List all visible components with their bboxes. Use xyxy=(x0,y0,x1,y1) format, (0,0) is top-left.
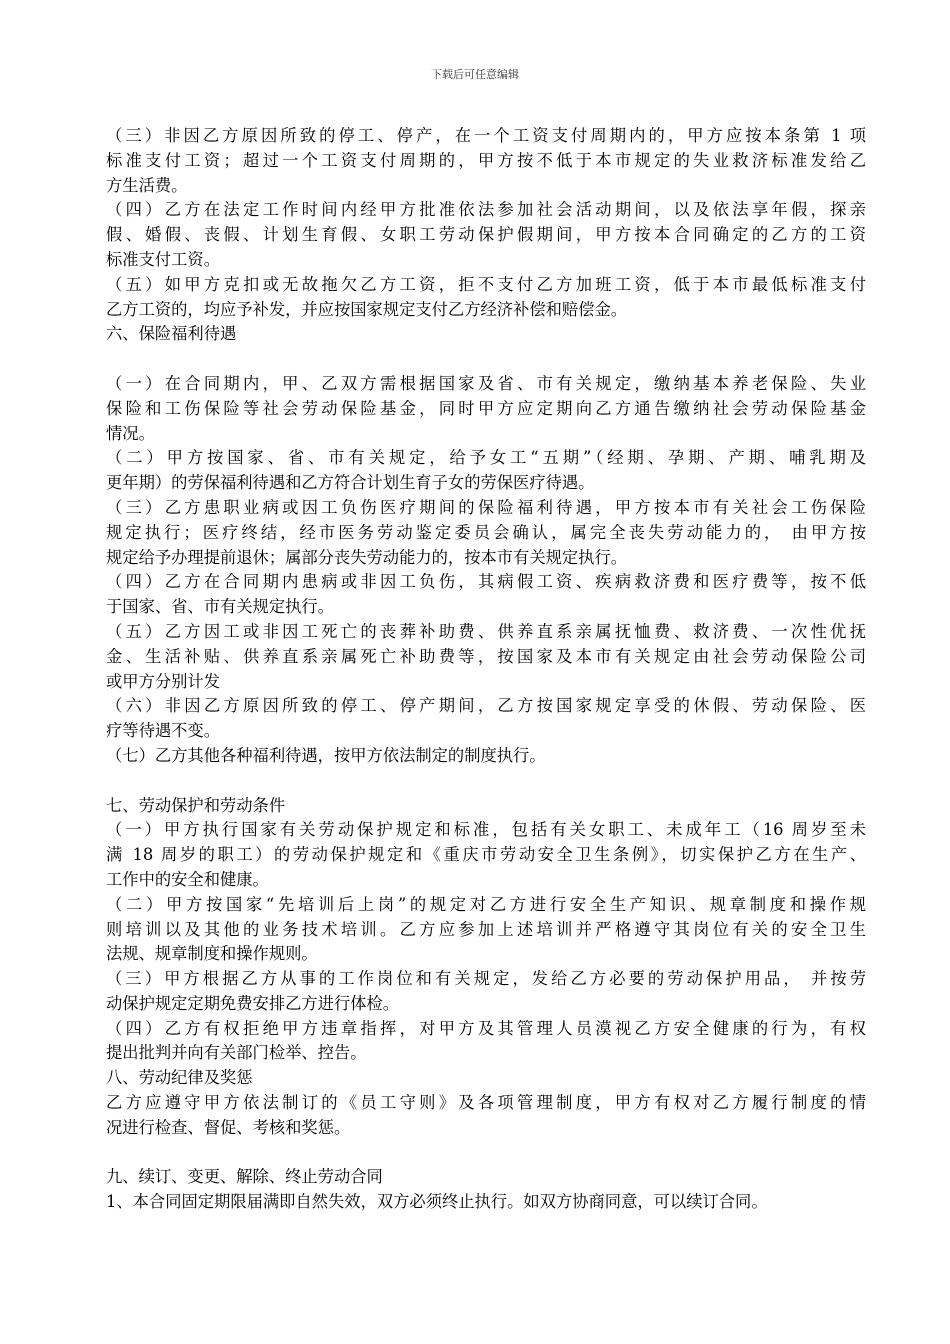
text-line: 于国家、省、市有关规定执行。 xyxy=(106,597,334,617)
blank-line xyxy=(106,347,866,372)
text-line: （三）甲方根据乙方从事的工作岗位和有关规定，发给乙方必要的劳动保护用品， 并按劳 xyxy=(106,969,866,989)
text-line: 六、保险福利待遇 xyxy=(106,324,237,344)
text-line: 或甲方分别计发 xyxy=(106,671,220,691)
text-line: 标准支付工资。 xyxy=(106,249,220,269)
text-line: 保险和工伤保险等社会劳动保险基金，同时甲方应定期向乙方通告缴纳社会劳动保险基金 xyxy=(106,398,866,418)
text-line: 乙方应遵守甲方依法制订的《员工守则》及各项管理制度，甲方有权对乙方履行制度的情 xyxy=(106,1093,866,1113)
text-line: （一）甲方执行国家有关劳动保护规定和标准，包括有关女职工、未成年工（16 周岁至未 xyxy=(106,820,866,840)
document-body xyxy=(106,124,866,1215)
text-line: 情况。 xyxy=(106,423,155,443)
text-line: 动保护规定定期免费安排乙方进行体检。 xyxy=(106,993,400,1013)
text-line: 工作中的安全和健康。 xyxy=(106,869,269,889)
text-line: （三）乙方患职业病或因工负伤医疗期间的保险福利待遇，甲方按本市有关社会工伤保险 xyxy=(106,497,866,517)
text-line: 满 18 周岁的职工）的劳动保护规定和《重庆市劳动安全卫生条例》，切实保护乙方在生产、 xyxy=(106,845,866,865)
text-line: 则培训以及其他的业务技术培训。乙方应参加上述培训并严格遵守其岗位有关的安全卫生 xyxy=(106,919,866,939)
text-line: 八、劳动纪律及奖惩 xyxy=(106,1068,253,1088)
text-line: 金、生活补贴、供养直系亲属死亡补助费等，按国家及本市有关规定由社会劳动保险公司 xyxy=(106,646,866,666)
text-line: （三）非因乙方原因所致的停工、停产，在一个工资支付周期内的，甲方应按本条第 1 项 xyxy=(106,126,866,145)
text-line: （四）乙方在合同期内患病或非因工负伤，其病假工资、疾病救济费和医疗费等，按不低 xyxy=(106,572,866,592)
text-line: （四）乙方在法定工作时间内经甲方批准依法参加社会活动期间，以及依法享年假，探亲 xyxy=(106,200,866,220)
text-line: （七）乙方其他各种福利待遇，按甲方依法制定的制度执行。 xyxy=(106,745,546,765)
text-line: 标准支付工资；超过一个工资支付周期的，甲方按不低于本市规定的失业救济标准发给乙 xyxy=(106,150,866,170)
text-line: 法规、规章制度和操作规则。 xyxy=(106,944,318,964)
text-line: 规定执行；医疗终结，经市医务劳动鉴定委员会确认，属完全丧失劳动能力的， 由甲方按 xyxy=(106,522,866,542)
text-line: （六）非因乙方原因所致的停工、停产期间，乙方按国家规定享受的休假、劳动保险、医 xyxy=(106,696,866,716)
text-line: 假、婚假、丧假、计划生育假、女职工劳动保护假期间，甲方按本合同确定的乙方的工资 xyxy=(106,225,866,245)
text-line: 规定给予办理提前退休；属部分丧失劳动能力的，按本市有关规定执行。 xyxy=(106,547,628,567)
text-line: 1、本合同固定期限届满即自然失效，双方必须终止执行。如双方协商同意，可以续订合同。 xyxy=(106,1192,768,1212)
text-line: 况进行检查、督促、考核和奖惩。 xyxy=(106,1117,351,1137)
text-line: （五）乙方因工或非因工死亡的丧葬补助费、供养直系亲属抚恤费、救济费、一次性优抚 xyxy=(106,621,866,641)
blank-line xyxy=(106,1141,866,1166)
text-line: （一）在合同期内，甲、乙双方需根据国家及省、市有关规定，缴纳基本养老保险、失业 xyxy=(106,373,866,393)
text-line: 更年期）的劳保福利待遇和乙方符合计划生育子女的劳保医疗待遇。 xyxy=(106,473,595,493)
text-line: 九、续订、变更、解除、终止劳动合同 xyxy=(106,1167,383,1187)
text-line: 七、劳动保护和劳动条件 xyxy=(106,795,286,815)
text-line: 乙方工资的，均应予补发，并应按国家规定支付乙方经济补偿和赔偿金。 xyxy=(106,299,628,319)
text-line: （二）甲方按国家“先培训后上岗”的规定对乙方进行安全生产知识、规章制度和操作规 xyxy=(106,894,866,914)
text-line: 方生活费。 xyxy=(106,175,188,195)
page-header: 下载后可任意编辑 xyxy=(431,68,519,81)
blank-line xyxy=(106,769,866,794)
text-line: 疗等待遇不变。 xyxy=(106,721,220,741)
text-line: （四）乙方有权拒绝甲方违章指挥，对甲方及其管理人员漠视乙方安全健康的行为，有权 xyxy=(106,1018,866,1038)
text-line: （二）甲方按国家、省、市有关规定，给予女工“五期”（经期、孕期、产期、哺乳期及 xyxy=(106,448,866,468)
text-line: 提出批判并向有关部门检举、控告。 xyxy=(106,1043,367,1063)
text-line: （五）如甲方克扣或无故拖欠乙方工资，拒不支付乙方加班工资，低于本市最低标准支付 xyxy=(106,274,866,294)
